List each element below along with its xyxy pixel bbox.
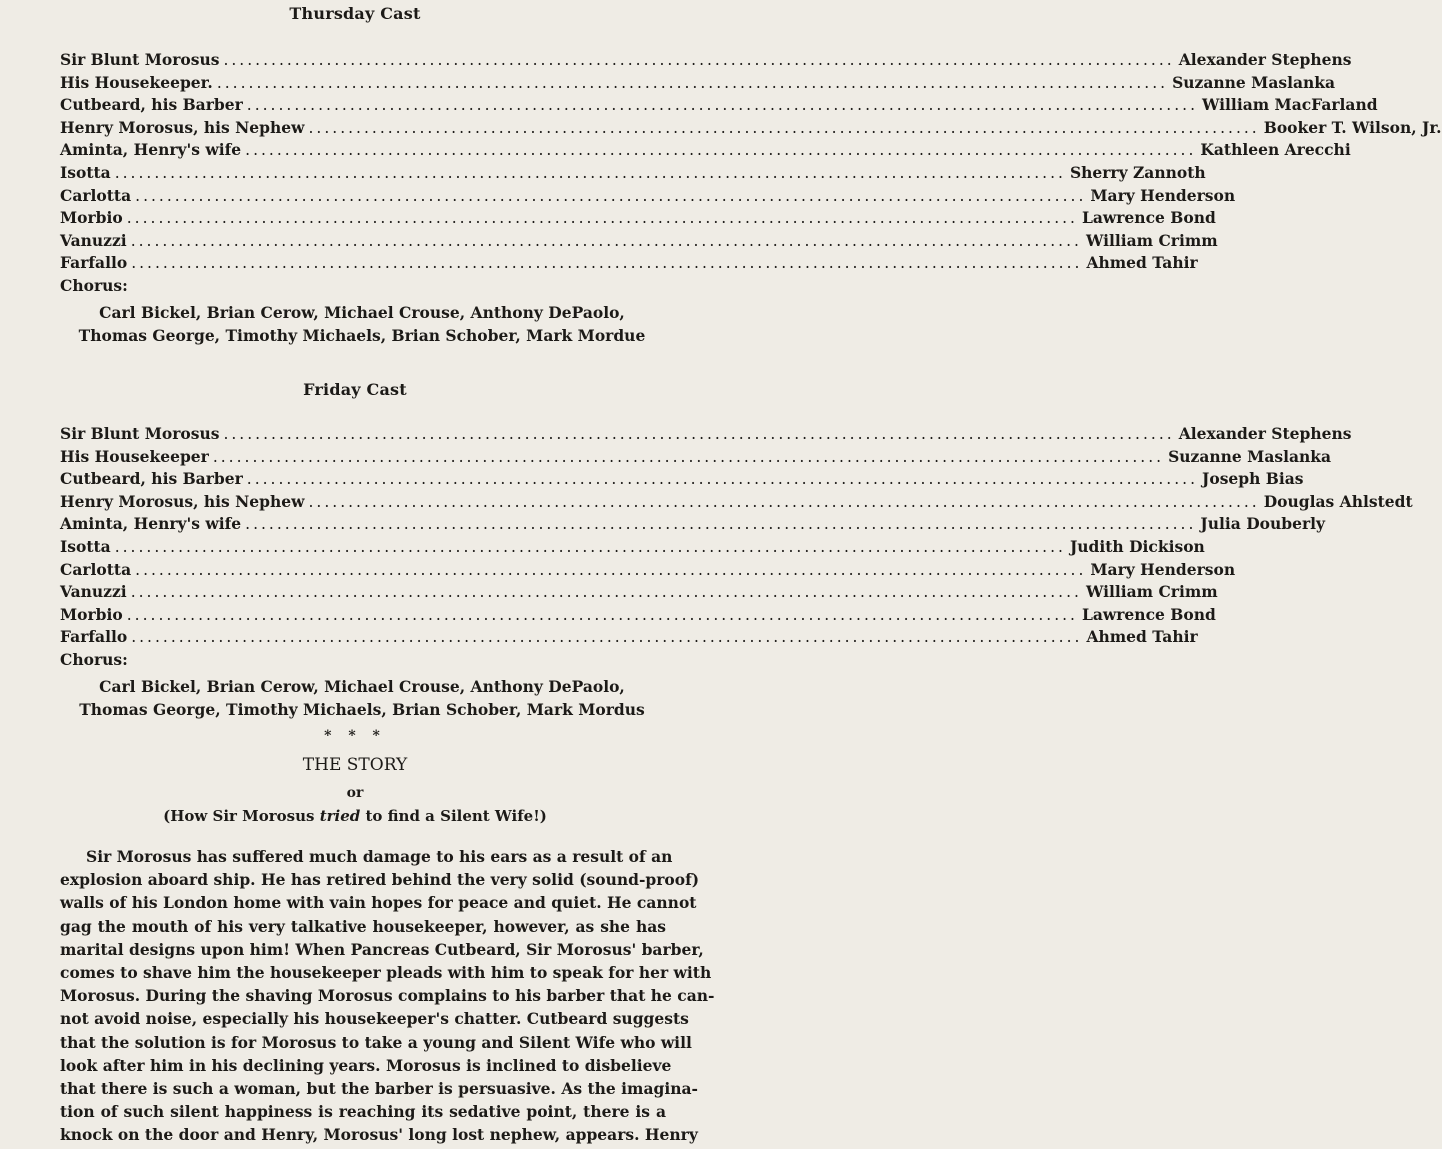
actor-name: William MacFarland xyxy=(1202,95,1378,115)
story-subtitle xyxy=(0,807,710,825)
thursday-chorus-line-1: Carl Bickel, Brian Cerow, Michael Crouse, Anthony DePaolo, xyxy=(99,302,625,322)
actor-name: Suzanne Maslanka xyxy=(1172,72,1336,92)
story-line: walls of his London home with vain hopes for peace and quiet. He cannot xyxy=(60,893,697,913)
thursday-cast-list xyxy=(60,50,1442,347)
dot-leader: ........................................................................................................................ xyxy=(245,141,1197,160)
story-or: or xyxy=(346,785,364,801)
friday-cast-row xyxy=(60,604,1216,628)
role-name: Henry Morosus, his Nephew xyxy=(60,491,305,511)
role-name: Aminta, Henry's wife xyxy=(60,140,242,160)
thursday-cast-row xyxy=(60,72,1336,96)
thursday-cast-row xyxy=(60,253,1198,276)
story-subtitle-emphasis: tried xyxy=(319,807,361,825)
role-name: Sir Blunt Morosus xyxy=(60,424,220,443)
thursday-cast-row xyxy=(60,117,1442,141)
role-name: Aminta, Henry's wife xyxy=(60,514,242,534)
dot-leader: ........................................................................................................................ xyxy=(126,209,1078,228)
actor-name: Judith Dickison xyxy=(1069,536,1205,556)
actor-name: Suzanne Maslanka xyxy=(1168,446,1332,466)
role-name: Carlotta xyxy=(60,185,132,205)
actor-name: Mary Henderson xyxy=(1090,185,1236,205)
dot-leader: ........................................................................................................................ xyxy=(308,118,1260,137)
actor-name: Sherry Zannoth xyxy=(1069,162,1206,182)
actor-name: Julia Douberly xyxy=(1200,514,1326,534)
section-separator: * * * xyxy=(324,728,386,744)
story-line: Morosus. During the shaving Morosus complains to his barber that he can- xyxy=(60,986,715,1006)
role-name: Vanuzzi xyxy=(60,230,127,250)
friday-cast-list xyxy=(60,424,1413,721)
story-line: comes to shave him the housekeeper pleads with him to speak for her with xyxy=(60,962,712,982)
thursday-cast-row xyxy=(60,230,1218,254)
thursday-cast-row xyxy=(60,162,1206,186)
dot-leader: ........................................................................................................................ xyxy=(216,73,1169,92)
thursday-cast-row xyxy=(60,208,1216,231)
role-name: Morbio xyxy=(60,604,123,624)
role-name: His Housekeeper. xyxy=(60,72,213,92)
thursday-cast-row xyxy=(60,185,1236,209)
thursday-cast-heading: Thursday Cast xyxy=(289,4,421,23)
story-line: explosion aboard ship. He has retired behind the very solid (sound-proof) xyxy=(60,870,700,890)
friday-cast-row xyxy=(60,424,1352,447)
role-name: Farfallo xyxy=(60,253,128,273)
story-subtitle-end: to find a Silent Wife!) xyxy=(360,807,547,825)
role-name: Henry Morosus, his Nephew xyxy=(60,117,305,137)
role-name: Vanuzzi xyxy=(60,582,127,602)
actor-name: William Crimm xyxy=(1085,230,1218,250)
friday-cast-heading: Friday Cast xyxy=(303,380,407,399)
dot-leader: ........................................................................................................................ xyxy=(131,628,1083,647)
friday-cast-row xyxy=(60,559,1236,583)
story-line: tion of such silent happiness is reaching its sedative point, there is a xyxy=(60,1102,666,1122)
actor-name: Ahmed Tahir xyxy=(1086,627,1198,647)
role-name: Cutbeard, his Barber xyxy=(60,469,243,489)
role-name: Sir Blunt Morosus xyxy=(60,50,220,69)
story-line: look after him in his declining years. Morosus is inclined to disbelieve xyxy=(60,1055,672,1075)
dot-leader: ........................................................................................................................ xyxy=(130,231,1082,250)
actor-name: William Crimm xyxy=(1085,582,1218,602)
story-line: knock on the door and Henry, Morosus' long lost nephew, appears. Henry xyxy=(60,1125,698,1145)
story-line: that there is such a woman, but the barber is persuasive. As the imagina- xyxy=(60,1078,698,1098)
friday-chorus-names xyxy=(60,675,664,721)
role-name: Farfallo xyxy=(60,627,128,647)
actor-name: Ahmed Tahir xyxy=(1086,253,1198,273)
actor-name: Booker T. Wilson, Jr. xyxy=(1263,117,1442,137)
story-line: gag the mouth of his very talkative housekeeper, however, as she has xyxy=(60,916,666,936)
dot-leader: ........................................................................................................................ xyxy=(212,447,1165,466)
story-line: marital designs upon him! When Pancreas Cutbeard, Sir Morosus' barber, xyxy=(60,939,704,959)
thursday-cast-row xyxy=(60,95,1378,118)
story-line: not avoid noise, especially his housekeeper's chatter. Cutbeard suggests xyxy=(60,1009,689,1029)
thursday-cast-row xyxy=(60,140,1351,163)
friday-cast-row xyxy=(60,491,1413,515)
dot-leader: ........................................................................................................................ xyxy=(246,470,1199,489)
dot-leader: ........................................................................................................................ xyxy=(130,583,1082,602)
friday-chorus-line-2: Thomas George, Timothy Michaels, Brian Schober, Mark Mordus xyxy=(79,699,645,719)
dot-leader: ........................................................................................................................ xyxy=(223,425,1175,443)
actor-name: Lawrence Bond xyxy=(1081,604,1216,624)
role-name: Isotta xyxy=(60,162,111,182)
friday-cast-row xyxy=(60,536,1205,560)
role-name: Isotta xyxy=(60,536,111,556)
friday-cast-row xyxy=(60,582,1218,605)
actor-name: Alexander Stephens xyxy=(1178,50,1352,69)
friday-cast-row xyxy=(60,627,1198,650)
friday-cast-row xyxy=(60,469,1304,492)
dot-leader: ........................................................................................................................ xyxy=(131,254,1083,273)
role-name: Cutbeard, his Barber xyxy=(60,95,243,115)
role-name: Carlotta xyxy=(60,559,132,579)
friday-chorus-line-1: Carl Bickel, Brian Cerow, Michael Crouse, Anthony DePaolo, xyxy=(99,676,625,696)
thursday-cast-row xyxy=(60,50,1352,73)
actor-name: Mary Henderson xyxy=(1090,559,1236,579)
role-name: His Housekeeper xyxy=(60,446,209,466)
friday-cast-row xyxy=(60,446,1332,470)
dot-leader: ........................................................................................................................ xyxy=(114,163,1066,182)
thursday-chorus-names xyxy=(60,301,664,347)
story-subtitle-start: (How Sir Morosus xyxy=(163,807,320,825)
story-line: that the solution is for Morosus to take a young and Silent Wife who will xyxy=(60,1032,692,1052)
actor-name: Alexander Stephens xyxy=(1178,424,1352,443)
thursday-chorus-line-2: Thomas George, Timothy Michaels, Brian Schober, Mark Mordue xyxy=(78,325,646,345)
friday-cast-row xyxy=(60,514,1326,537)
actor-name: Joseph Bias xyxy=(1202,469,1304,489)
story-line: Sir Morosus has suffered much damage to his ears as a result of an xyxy=(86,847,673,866)
dot-leader: ........................................................................................................................ xyxy=(135,186,1087,205)
dot-leader: ........................................................................................................................ xyxy=(308,492,1260,511)
role-name: Morbio xyxy=(60,208,123,228)
dot-leader: ........................................................................................................................ xyxy=(223,51,1175,69)
actor-name: Douglas Ahlstedt xyxy=(1263,491,1413,511)
dot-leader: ........................................................................................................................ xyxy=(245,515,1197,534)
dot-leader: ........................................................................................................................ xyxy=(126,605,1078,624)
actor-name: Lawrence Bond xyxy=(1081,208,1216,228)
dot-leader: ........................................................................................................................ xyxy=(114,537,1066,556)
story-paragraph xyxy=(60,845,715,1146)
story-title: THE STORY xyxy=(302,755,408,775)
dot-leader: ........................................................................................................................ xyxy=(135,560,1087,579)
friday-chorus-label: Chorus: xyxy=(60,649,128,669)
dot-leader: ........................................................................................................................ xyxy=(246,96,1199,115)
actor-name: Kathleen Arecchi xyxy=(1200,140,1351,160)
thursday-chorus-label: Chorus: xyxy=(60,275,128,295)
